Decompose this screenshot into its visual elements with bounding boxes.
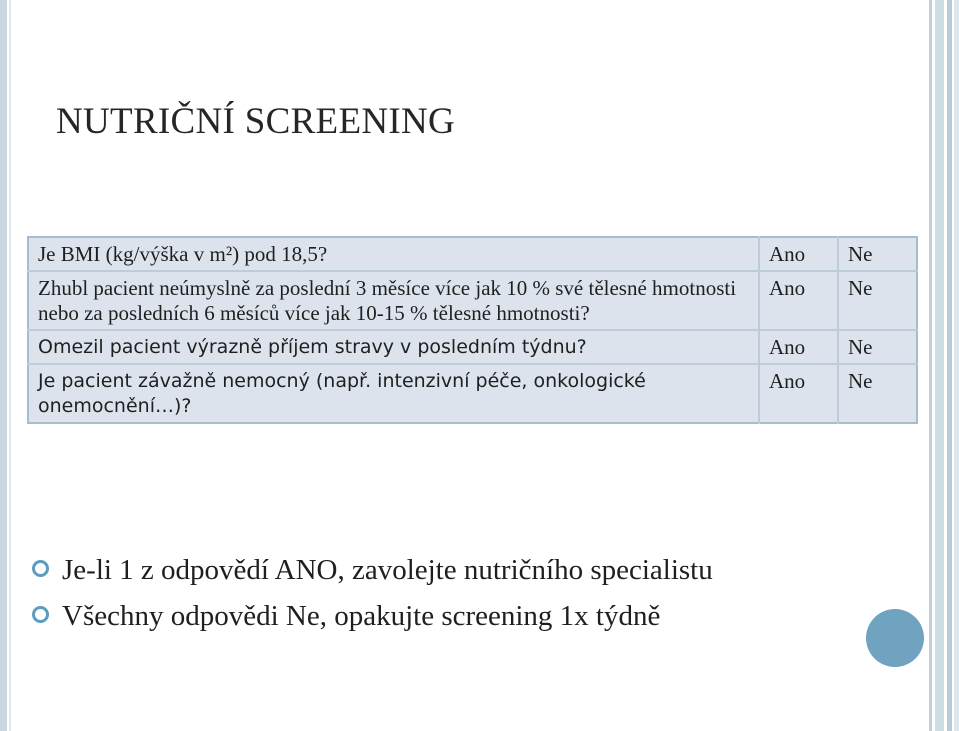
slide-frame-right (929, 0, 932, 731)
question-cell: Omezil pacient výrazně příjem stravy v posledním týdnu? (28, 330, 759, 364)
slide-frame-right (947, 0, 952, 731)
decorative-circle (866, 609, 924, 667)
table-row (28, 364, 917, 423)
answer-yes-cell: Ano (759, 271, 838, 330)
bullet-ring-icon (32, 560, 49, 577)
question-cell: Zhubl pacient neúmyslně za poslední 3 měsíce více jak 10 % své tělesné hmotnosti nebo za posledních 6 měsíců více jak 10-15 % tělesné hmotnosti? (28, 271, 759, 330)
bullet-text: Je-li 1 z odpovědí ANO, zavolejte nutričního specialistu (62, 554, 713, 586)
bullet-text: Všechny odpovědi Ne, opakujte screening 1x týdně (62, 600, 661, 632)
answer-no-cell: Ne (838, 330, 917, 364)
slide-frame-left-inner (9, 0, 11, 731)
answer-yes-cell: Ano (759, 237, 838, 271)
question-cell: Je BMI (kg/výška v m²) pod 18,5? (28, 237, 759, 271)
bullet-list (32, 550, 713, 642)
slide-title: NUTRIČNÍ SCREENING (56, 101, 456, 142)
answer-no-cell: Ne (838, 237, 917, 271)
table-row (28, 330, 917, 364)
table-row (28, 271, 917, 330)
table-row (28, 237, 917, 271)
bullet-item (32, 596, 713, 642)
slide-frame-right (954, 0, 959, 731)
screening-table (27, 236, 918, 424)
slide-frame-left (0, 0, 7, 731)
answer-no-cell: Ne (838, 364, 917, 423)
answer-yes-cell: Ano (759, 330, 838, 364)
answer-yes-cell: Ano (759, 364, 838, 423)
bullet-ring-icon (32, 606, 49, 623)
slide-frame-right (935, 0, 944, 731)
question-cell: Je pacient závažně nemocný (např. intenzivní péče, onkologické onemocnění…)? (38, 370, 646, 417)
answer-no-cell: Ne (838, 271, 917, 330)
bullet-item (32, 550, 713, 596)
